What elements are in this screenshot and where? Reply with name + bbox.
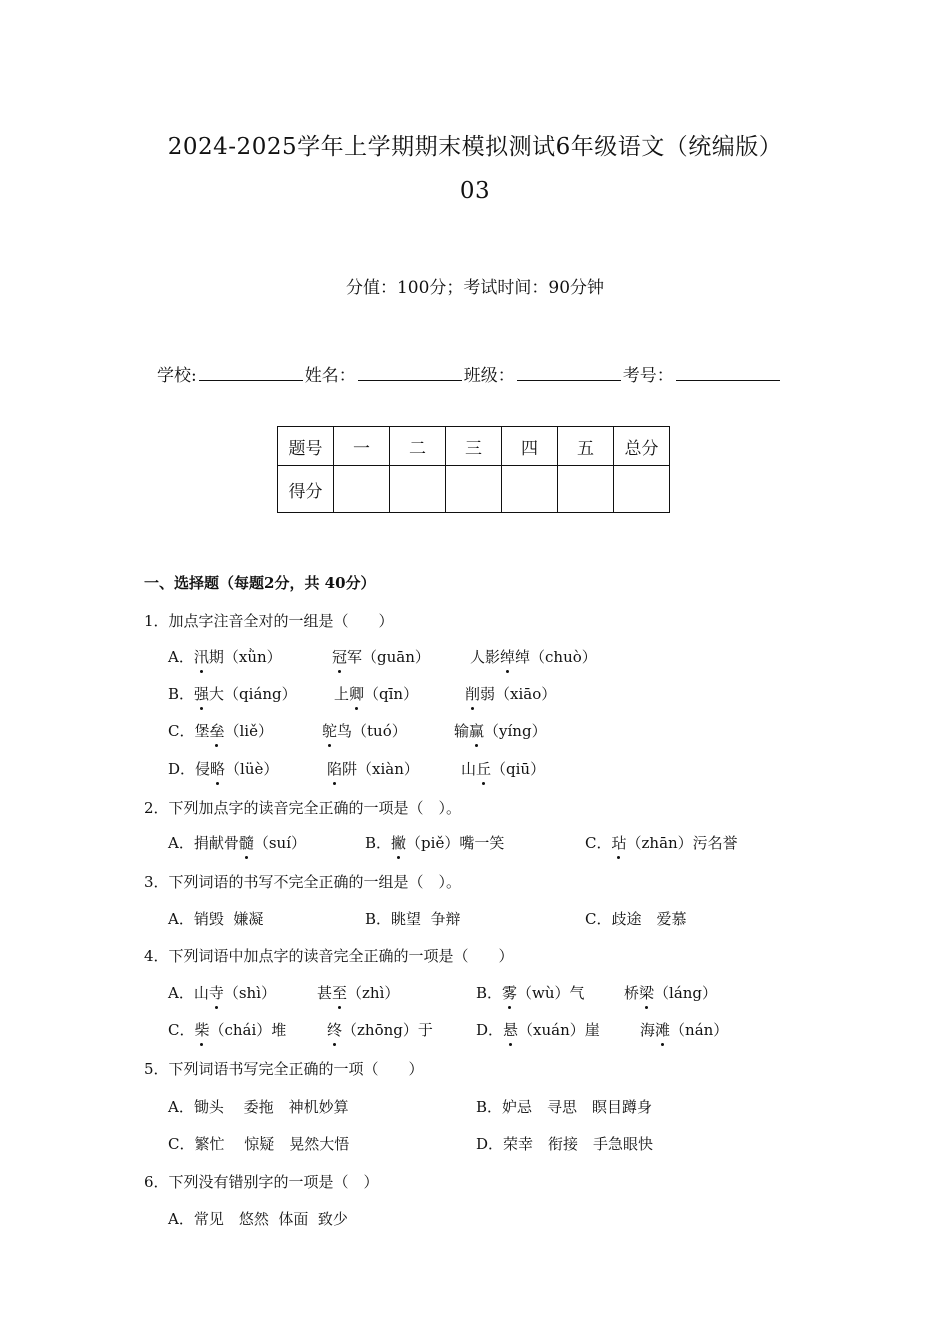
score-table-header: 四 [502, 427, 558, 466]
class-blank[interactable] [517, 366, 621, 381]
score-table-header: 五 [558, 427, 614, 466]
q5-option-d: D．荣幸 衔接 手急眼快 [476, 1135, 654, 1153]
exam-no-blank[interactable] [676, 366, 780, 381]
score-cell[interactable] [446, 466, 502, 513]
section-note: （每题2分，共 40分） [219, 574, 376, 592]
q1-option-b2: 上卿（qīn） [334, 685, 419, 703]
q1-option-a2: 冠军（guān） [332, 648, 430, 666]
q4-option-a2: 甚至（zhì） [317, 984, 400, 1002]
q2-option-b: B．撇（piě）嘴一笑 [365, 834, 505, 852]
score-table-header: 总分 [614, 427, 670, 466]
q4-option-d1: D．悬（xuán）崖 [476, 1021, 600, 1039]
question-4-stem: 4．下列词语中加点字的读音完全正确的一项是（ ） [144, 947, 514, 965]
name-label: 姓名： [304, 366, 356, 386]
q6-option-a: A．常见 悠然 体面 致少 [168, 1210, 348, 1228]
score-cell[interactable] [390, 466, 446, 513]
question-6-stem: 6．下列没有错别字的一项是（ ） [144, 1173, 379, 1191]
score-cell[interactable] [558, 466, 614, 513]
school-blank[interactable] [199, 366, 303, 381]
question-5-stem: 5．下列词语书写完全正确的一项（ ） [144, 1060, 424, 1078]
section-heading [144, 572, 376, 593]
q1-option-b3: 削弱（xiāo） [465, 685, 557, 703]
score-table-header-row [278, 427, 670, 466]
q3-option-c: C．歧途 爱慕 [585, 910, 687, 928]
q4-option-b2: 桥梁（láng） [624, 984, 718, 1002]
q3-option-a: A．销毁 嫌凝 [168, 910, 264, 928]
score-cell[interactable] [502, 466, 558, 513]
student-info-line [157, 361, 782, 386]
q5-option-a: A．锄头 委拖 神机妙算 [168, 1098, 349, 1116]
q1-option-a3: 人影绰绰（chuò） [470, 648, 597, 666]
section-title: 一、选择题 [144, 574, 220, 592]
q4-option-c2: 终（zhōng）于 [327, 1021, 433, 1039]
score-table-header: 二 [390, 427, 446, 466]
q1-option-c1: C．堡垒（liě） [168, 722, 273, 740]
q1-option-d1: D．侵略（lüè） [168, 760, 279, 778]
question-2-stem: 2．下列加点字的读音完全正确的一项是（ ）。 [144, 799, 462, 817]
q1-option-d3: 山丘（qiū） [461, 760, 546, 778]
q2-option-c: C．玷（zhān）污名誉 [585, 834, 738, 852]
score-table-header: 三 [446, 427, 502, 466]
score-table-score-row [278, 466, 670, 513]
q5-option-c: C．繁忙 惊疑 晃然大悟 [168, 1135, 350, 1153]
q1-option-d2: 陷阱（xiàn） [327, 760, 419, 778]
q1-option-b1: B．强大（qiáng） [168, 685, 297, 703]
score-table [277, 426, 670, 513]
exam-no-label: 考号： [622, 366, 674, 386]
q4-option-c1: C．柴（chái）堆 [168, 1021, 287, 1039]
class-label: 班级： [463, 366, 515, 386]
score-row-label: 得分 [278, 466, 334, 513]
score-cell[interactable] [614, 466, 670, 513]
q5-option-b: B．妒忌 寻思 瞑目蹲身 [476, 1098, 653, 1116]
exam-meta: 分值：100分；考试时间：90分钟 [345, 278, 605, 298]
score-table-header: 题号 [278, 427, 334, 466]
question-1-stem: 1．加点字注音全对的一组是（ ） [144, 612, 394, 630]
q1-option-a1: A．汛期（xǜn） [168, 648, 282, 666]
q1-option-c2: 鸵鸟（tuó） [322, 722, 407, 740]
score-table-header: 一 [334, 427, 390, 466]
q4-option-b1: B．雾（wù）气 [476, 984, 585, 1002]
q2-option-a: A．捐献骨髓（suí） [168, 834, 307, 852]
q1-option-c3: 输赢（yíng） [454, 722, 547, 740]
q4-option-a1: A．山寺（shì） [168, 984, 277, 1002]
page-title: 2024-2025学年上学期期末模拟测试6年级语文（统编版） [167, 134, 783, 160]
q4-option-d2: 海滩（nán） [640, 1021, 729, 1039]
q3-option-b: B．眺望 争辩 [365, 910, 461, 928]
page-title-number: 03 [459, 178, 491, 204]
score-cell[interactable] [334, 466, 390, 513]
school-label: 学校: [157, 366, 197, 386]
name-blank[interactable] [358, 366, 462, 381]
question-3-stem: 3．下列词语的书写不完全正确的一组是（ ）。 [144, 873, 462, 891]
